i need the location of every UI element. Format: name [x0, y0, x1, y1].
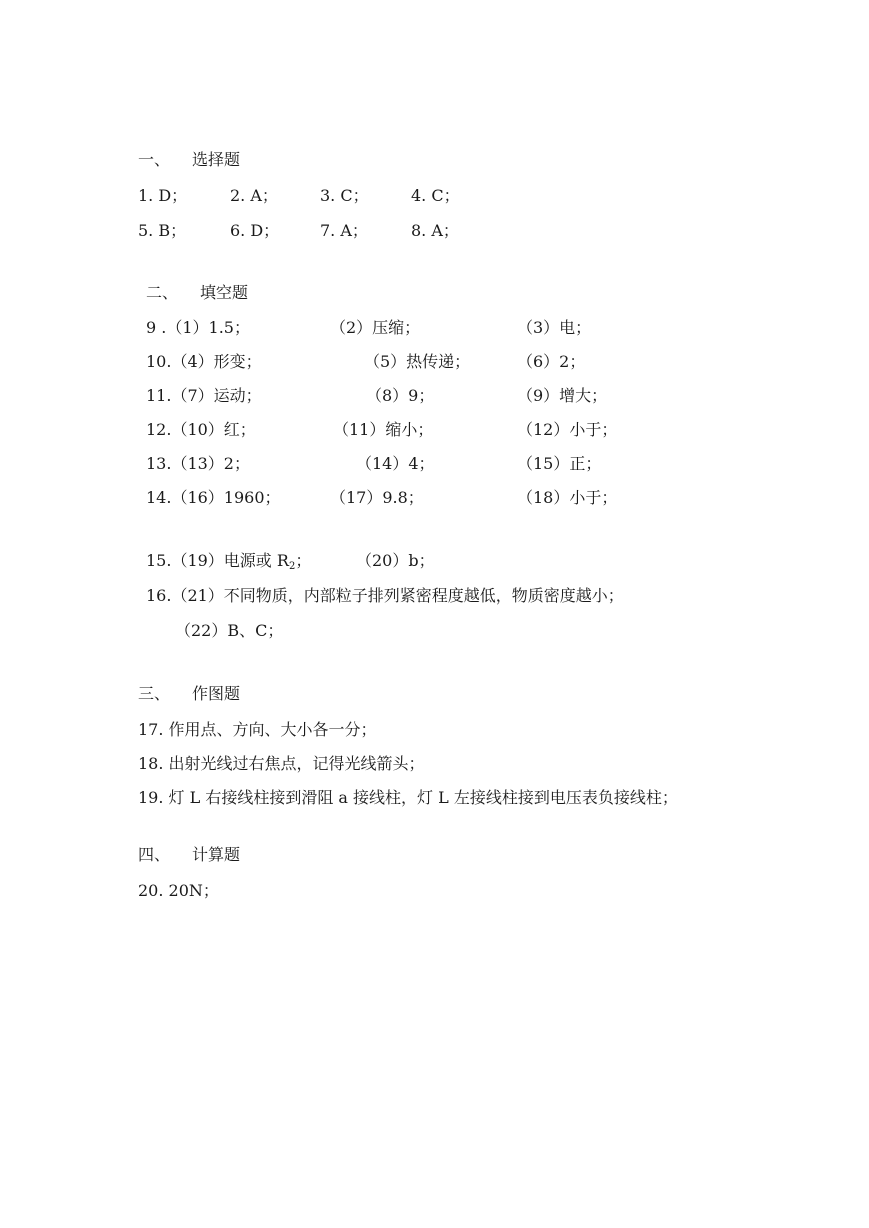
fill-11-b: （8）9；	[366, 386, 435, 405]
section-heading-fill	[146, 283, 248, 303]
fill-15-b: （20）b；	[356, 551, 435, 570]
section-heading-drawing	[138, 684, 240, 704]
fill-14-b: （17）9.8；	[330, 488, 424, 507]
section-title: 填空题	[200, 283, 249, 302]
section-number: 四、	[138, 845, 171, 864]
subscript: 2	[288, 561, 296, 572]
fill-9-a: 9 .（1）1.5；	[146, 318, 250, 337]
semicolon: ；	[295, 551, 312, 570]
drawing-18: 18. 出射光线过右焦点，记得光线箭头；	[138, 754, 425, 773]
answer-6: 6. D；	[230, 221, 280, 240]
fill-9-c: （3）电；	[517, 318, 592, 337]
section-title: 计算题	[192, 845, 241, 864]
section-title: 作图题	[192, 684, 241, 703]
answer-5: 5. B；	[138, 221, 187, 240]
fill-12-c: （12）小于；	[517, 420, 618, 439]
answer-1: 1. D；	[138, 186, 188, 205]
fill-13-b: （14）4；	[356, 454, 435, 473]
fill-10-b: （5）热传递；	[364, 352, 471, 371]
section-number: 三、	[138, 684, 171, 703]
fill-15-text: 15.（19）电源或 R	[146, 551, 289, 570]
section-number: 二、	[146, 283, 179, 302]
fill-14-c: （18）小于；	[517, 488, 618, 507]
calc-20: 20. 20N；	[138, 881, 219, 900]
fill-12-a: 12.（10）红；	[146, 420, 256, 439]
fill-13-a: 13.（13）2；	[146, 454, 250, 473]
section-heading-choice	[138, 150, 240, 170]
fill-9-b: （2）压缩；	[330, 318, 421, 337]
drawing-19: 19. 灯 L 右接线柱接到滑阻 a 接线柱，灯 L 左接线柱接到电压表负接线柱；	[138, 788, 678, 807]
answer-2: 2. A；	[230, 186, 278, 205]
section-title: 选择题	[192, 150, 241, 169]
fill-11-c: （9）增大；	[517, 386, 608, 405]
fill-12-b: （11）缩小；	[333, 420, 434, 439]
section-heading-calc	[138, 845, 240, 865]
answer-7: 7. A；	[320, 221, 368, 240]
fill-16-a: 16.（21）不同物质，内部粒子排列紧密程度越低，物质密度越小；	[146, 586, 624, 605]
fill-15-a	[146, 551, 311, 571]
fill-10-c: （6）2；	[517, 352, 586, 371]
section-number: 一、	[138, 150, 171, 169]
fill-14-a: 14.（16）1960；	[146, 488, 281, 507]
fill-16-b: （22）B、C；	[175, 621, 284, 640]
drawing-17: 17. 作用点、方向、大小各一分；	[138, 720, 377, 739]
fill-13-c: （15）正；	[517, 454, 602, 473]
answer-8: 8. A；	[411, 221, 459, 240]
answer-3: 3. C；	[320, 186, 369, 205]
fill-11-a: 11.（7）运动；	[146, 386, 262, 405]
answer-4: 4. C；	[411, 186, 460, 205]
fill-10-a: 10.（4）形变；	[146, 352, 262, 371]
